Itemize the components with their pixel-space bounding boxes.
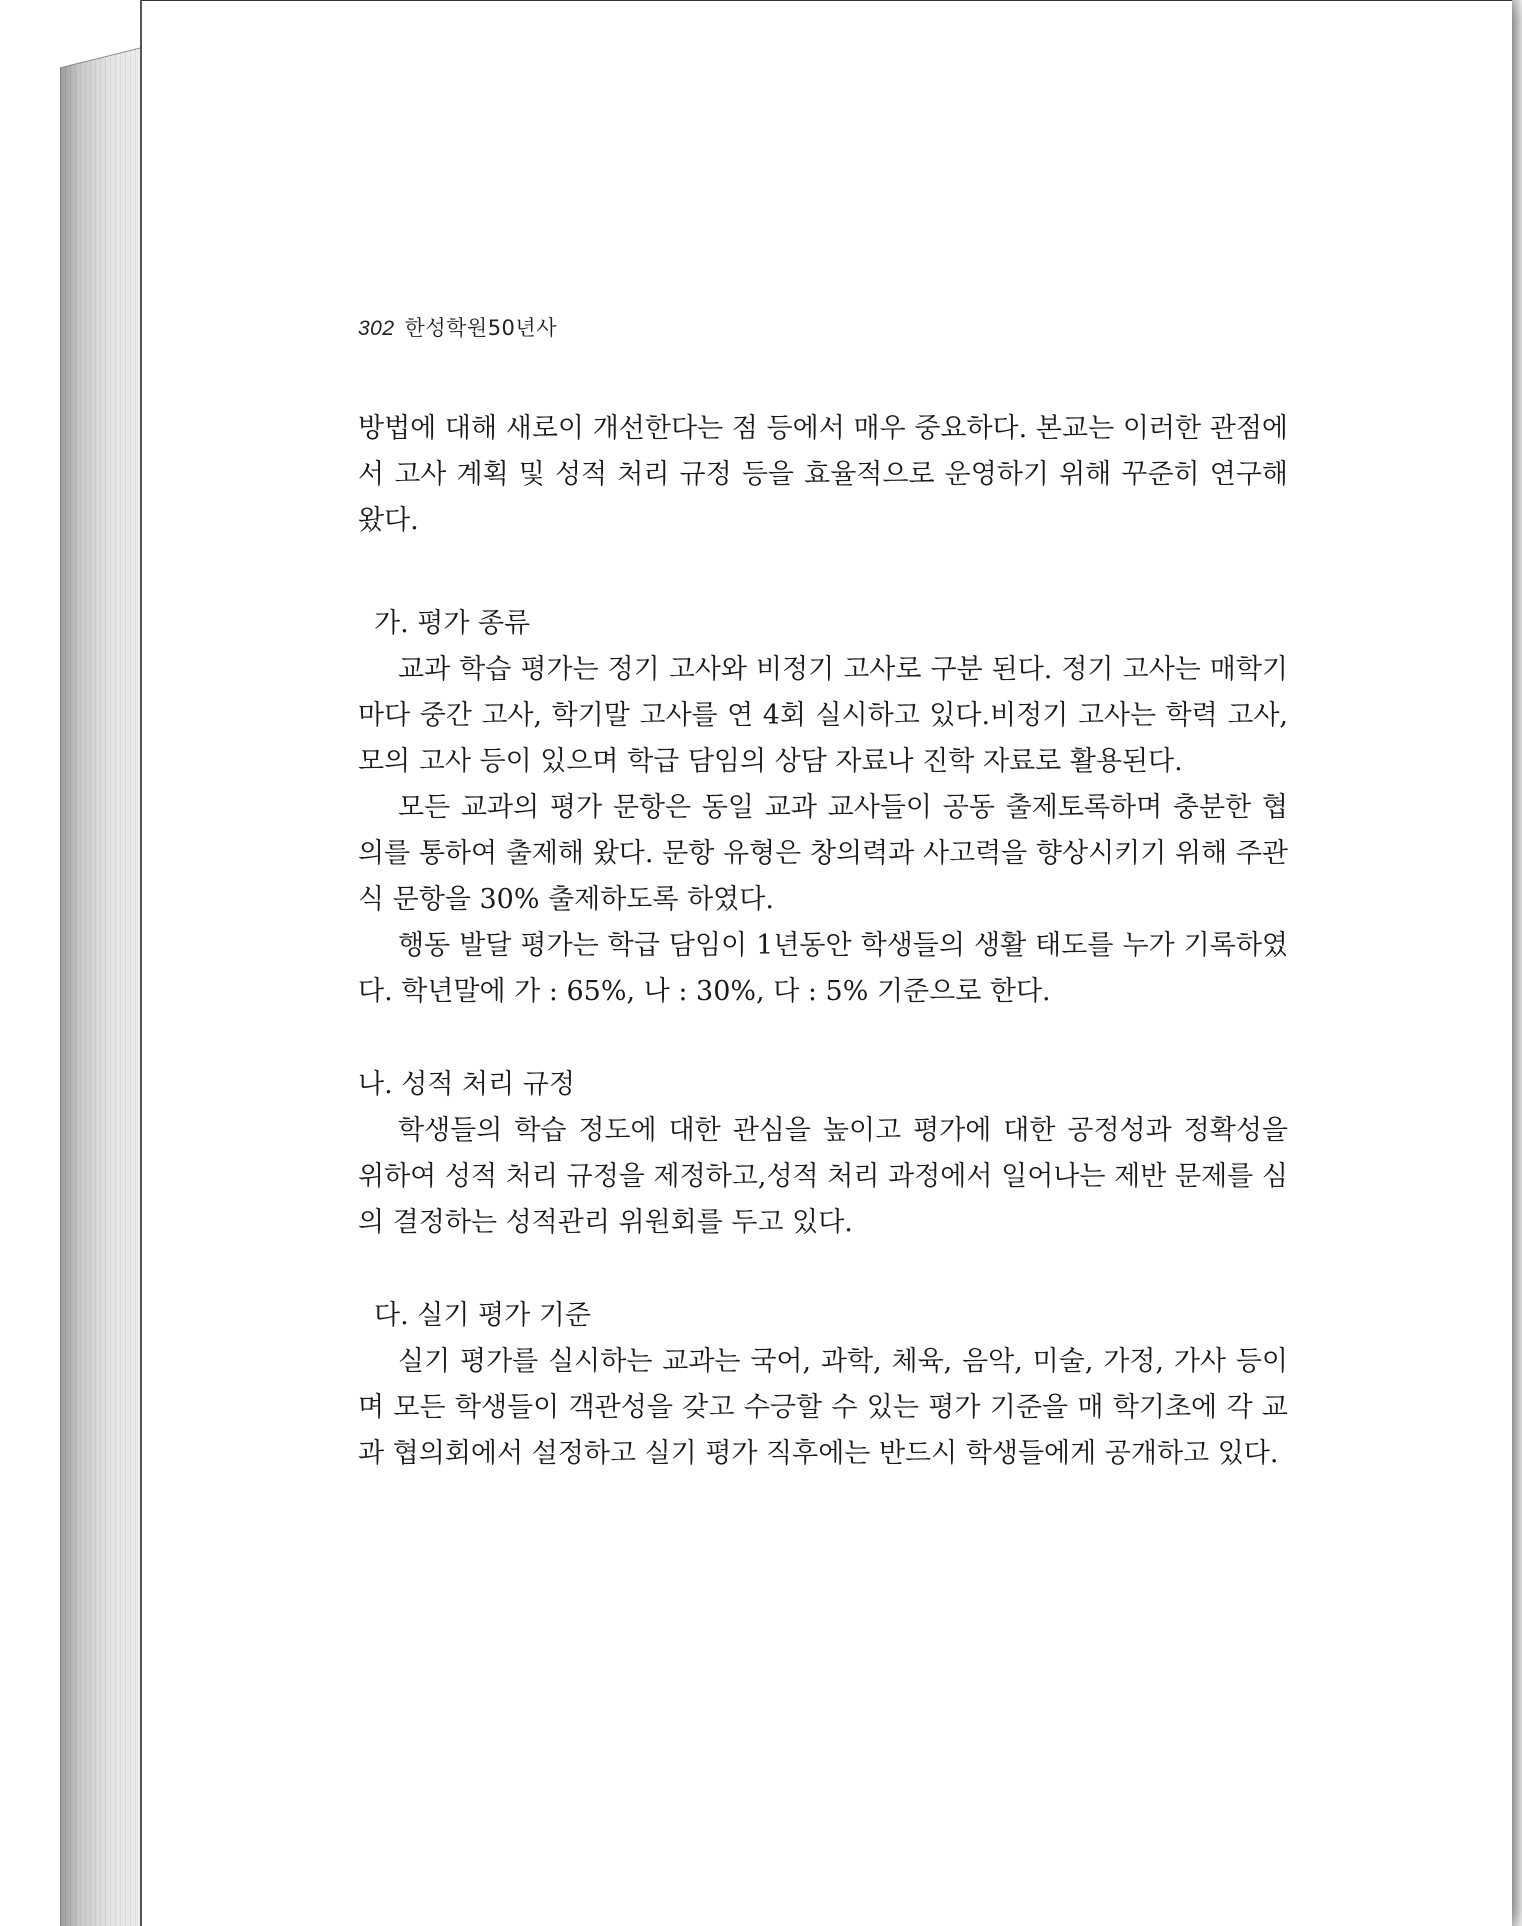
- section-1-paragraph-1: 교과 학습 평가는 정기 고사와 비정기 고사로 구분 된다. 정기 고사는 매학기마다 중간 고사, 학기말 고사를 연 4회 실시하고 있다.비정기 고사는 학력 고사, 모의 고사 등이 있으며 학급 담임의 상담 자료나 진학 자료로 활용된다.: [358, 654, 1288, 777]
- section-1-paragraph-3: 행동 발달 평가는 학급 담임이 1년동안 학생들의 생활 태도를 누가 기록하였다. 학년말에 가 : 65%, 나 : 30%, 다 : 5% 기준으로 한다.: [358, 930, 1288, 1007]
- page-body: [358, 406, 1288, 1477]
- section-1-paragraph-2: 모든 교과의 평가 문항은 동일 교과 교사들이 공동 출제토록하며 충분한 협의를 통하여 출제해 왔다. 문항 유형은 창의력과 사고력을 향상시키기 위해 주관식 문항을 30% 출제하도록 하였다.: [358, 792, 1288, 915]
- section-heading-practical-criteria: 다. 실기 평가 기준: [374, 1300, 591, 1331]
- section-gap: [358, 1246, 1288, 1293]
- section-gap: [358, 544, 1288, 601]
- page-number: 302: [358, 317, 395, 340]
- intro-paragraph: 방법에 대해 새로이 개선한다는 점 등에서 매우 중요하다. 본교는 이러한 관점에서 고사 계획 및 성적 처리 규정 등을 효율적으로 운영하기 위해 꾸준히 연구해 왔다.: [358, 413, 1288, 536]
- running-head: [358, 312, 557, 342]
- section-2-paragraph-1: 학생들의 학습 정도에 대한 관심을 높이고 평가에 대한 공정성과 정확성을 위하여 성적 처리 규정을 제정하고,성적 처리 과정에서 일어나는 제반 문제를 심의 결정하는 성적관리 위원회를 두고 있다.: [358, 1115, 1288, 1238]
- book-page: [140, 0, 1512, 1926]
- section-gap: [358, 1015, 1288, 1062]
- section-3-paragraph-1: 실기 평가를 실시하는 교과는 국어, 과학, 체육, 음악, 미술, 가정, 가사 등이며 모든 학생들이 객관성을 갖고 수긍할 수 있는 평가 기준을 매 학기초에 각 교과 협의회에서 설정하고 실기 평가 직후에는 반드시 학생들에게 공개하고 있다.: [358, 1346, 1288, 1469]
- section-heading-evaluation-types: 가. 평가 종류: [374, 608, 531, 639]
- book-title: 한성학원50년사: [404, 316, 557, 340]
- section-heading-grade-rules: 나. 성적 처리 규정: [358, 1069, 575, 1100]
